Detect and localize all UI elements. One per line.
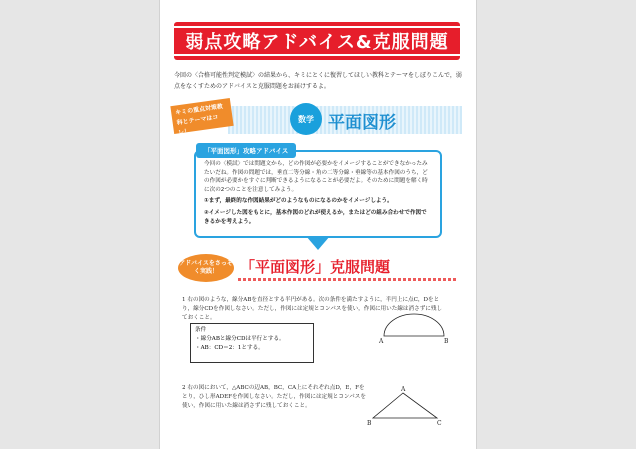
triangle-shape [373, 393, 437, 418]
topic-title: 平面図形 [328, 113, 396, 133]
label-b: B [367, 420, 372, 426]
intro-paragraph: 今回の〈合格可能性判定模試〉の結果から、キミにとくに復習してほしい教科とテーマをしぼりこんで，弱点をなくすためのアドバイスと克服問題をお届けするよ。 [174, 72, 462, 90]
semicircle-shape [384, 314, 444, 336]
condition-2: ・AB：CD＝2：1とする。 [195, 345, 264, 351]
advice-body [204, 160, 432, 226]
triangle-figure [365, 386, 445, 426]
advice-heading: 「平面図形」攻略アドバイス [196, 143, 296, 158]
advice-text: 今回の〈模試〉では問題文から，どの作図が必要かをイメージすることができなかったみたいだね。作図の問題では，垂直二等分線・角の二等分線・垂線等の基本作図のうち，どの作図が必要かをすぐに判断できるようになることが必要だよ。そのために問題を解く時に次の2つのことを注意してみよう。 [204, 161, 428, 193]
semicircle-figure [378, 308, 452, 344]
practice-banner [178, 252, 458, 286]
question-1-text: 右の図のような，線分ABを直径とする半円がある。次の条件を満たすように，半円上に点C，Dをとり，線分CDを作図しなさい。ただし，作図には定規とコンパスを使い，作図に用いた線は消さずに残しておくこと。 [182, 297, 443, 321]
question-2 [182, 384, 366, 411]
subject-banner [168, 100, 462, 140]
practice-underline [238, 278, 458, 281]
advice-point-2: ②イメージした図をもとに，基本作図のどれが使えるか，またはどの組み合わせで作図できるかを考えよう。 [204, 209, 427, 225]
page-title: 弱点攻略アドバイス&克服問題 [185, 32, 449, 53]
practice-title: 「平面図形」克服問題 [240, 258, 391, 276]
title-banner [174, 22, 460, 60]
advice-point-1: ①まず，最終的な作図結果がどのようなものになるのかをイメージしよう。 [204, 198, 393, 205]
condition-title: 条件 [195, 327, 207, 333]
label-b: B [444, 338, 449, 344]
question-1-number: 1 [182, 297, 186, 303]
question-2-text: 右の図において，△ABCの辺AB，BC，CA上にそれぞれ点D，E，Fをとり，ひし形ADEFを作図しなさい。ただし，作図には定規とコンパスを使い，作図に用いた線は消さずに残しておくこと。 [182, 385, 366, 409]
condition-1: ・線分ABと線分CDは平行とする。 [195, 336, 285, 342]
question-2-number: 2 [182, 385, 186, 391]
document-page [160, 0, 476, 449]
down-arrow-icon [306, 236, 330, 250]
condition-box [190, 323, 314, 363]
label-c: C [437, 420, 442, 426]
label-a: A [401, 386, 406, 393]
practice-tag: アドバイスをさっそく実践！ [178, 254, 234, 282]
subject-badge: 数学 [290, 103, 322, 135]
label-a: A [379, 338, 384, 344]
focus-tag: キミの重点対策教科とテーマはコレ！ [170, 98, 233, 134]
